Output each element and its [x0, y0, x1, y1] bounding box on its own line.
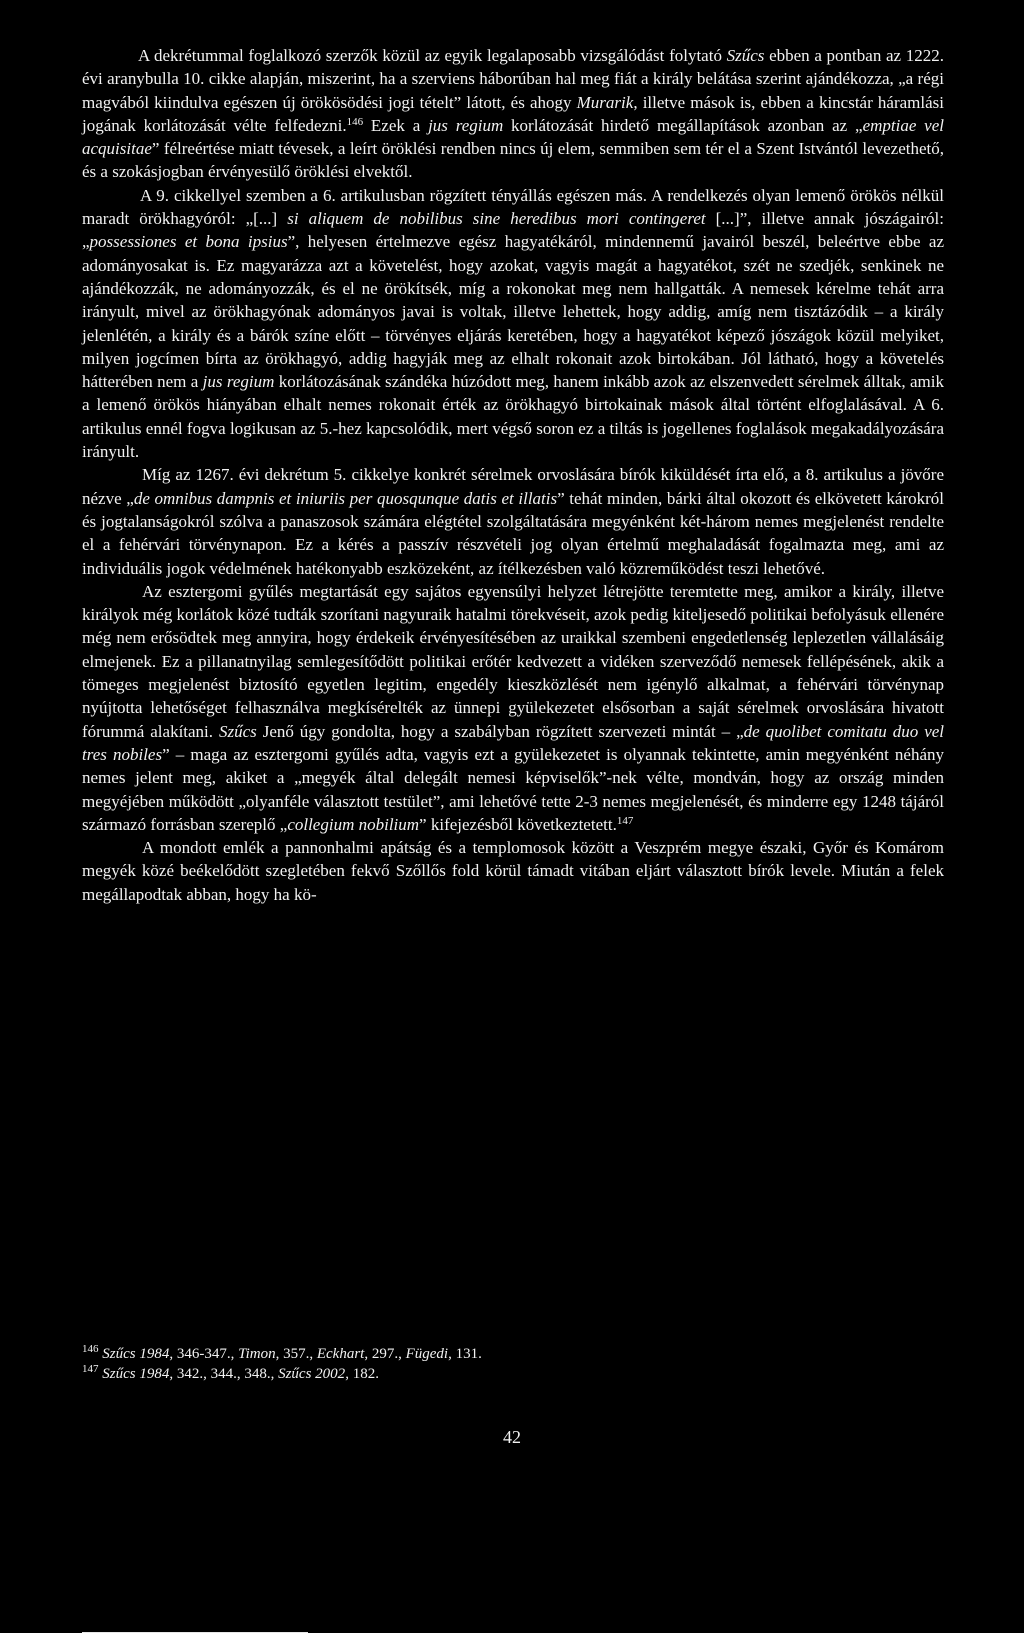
paragraph-5	[82, 836, 944, 906]
italic-text: Murarik	[576, 92, 634, 112]
text-run: Jenő úgy gondolta, hogy a szabályban rögzített szervezeti mintát – „	[256, 721, 744, 741]
paragraph-1	[82, 44, 944, 184]
text-run: ” félreértése miatt tévesek, a leírt öröklési rendben nincs új elem, semmiben sem tér el a Szent Istvántól levezethető, és a szokásjogban érvényesülő öröklési elvektől.	[82, 139, 944, 182]
footnote-146	[82, 1344, 944, 1364]
text-run: , 357.,	[275, 1346, 317, 1362]
text-run: , 182.	[345, 1366, 379, 1382]
paragraph-4	[82, 580, 944, 836]
italic-text: de quolibet comitatu duo vel tres nobiles	[82, 721, 945, 764]
text-run: A mondott emlék a pannonhalmi apátság és a templomosok között a Veszprém megye északi, Győr és Komárom megyék közé beékelődött szegletében fekvő Szőllős fold körül támadt vitában eljárt választott bírók levele. Miután a felek megállapodtak abban, hogy ha kö-	[82, 838, 944, 904]
footnote-ref: 146	[346, 115, 364, 128]
italic-text: Szűcs 1984	[102, 1346, 170, 1362]
footnote-147	[82, 1364, 944, 1384]
italic-text: possessiones et bona ipsius	[89, 232, 288, 252]
footnote-marker: 146	[82, 1343, 99, 1355]
text-run: Ezek a	[363, 115, 429, 135]
paragraph-2	[82, 184, 944, 464]
italic-text: collegium nobilium	[287, 814, 420, 834]
text-run: Az esztergomi gyűlés megtartását egy sajátos egyensúlyi helyzet létrejötte teremtette meg, amikor a király, illetve királyok még korlátok közé tudták szorítani nagyuraik hatalmi törekvéseit, azok pedig kiteljesedő politikai befolyásuk ellenére még nem erősödtek meg annyira, hogy érdekeik érvényesítésében az uraikkal szembeni engedetlenség leplezetlen vállalásáig elmejenek. Ez a pillanatnyilag semlegesítődött politikai erőtér kedvezett a vidéken szerveződő nemesek fellépésének, akik a tömeges megjelenést biztosító egyetlen legitim, engedély kieszközlését nem igénylő alkalmat, a fehérvári törvénynap nyújtotta lehetőséget felhasználva megkísérelték az ünnepi gyülekezetet elsősorban a saját sérelmek orvoslására hivatott fórummá alakítani.	[82, 581, 944, 741]
italic-text: Eckhart	[316, 1346, 365, 1362]
text-run: ” tehát minden, bárki által okozott és elkövetett károkról és jogtalanságokról szólva a panaszosok számára elégtétel szolgáltatására megyénként két-három nemes megjelenést rendelte el a fehérvári törvénynapon. Ez a kérés a passzív részvételi jog olyan értelmű meghaladását fogalmazta meg, ami az individuális jogok védelmének hatékonyabb eszközeként, az ítélkezésben való közreműködést teszi lehetővé.	[82, 488, 944, 578]
italic-text: Timon	[238, 1346, 276, 1362]
text-run: korlátozását hirdető megállapítások azonban az „	[503, 115, 863, 135]
text-run: , 346-347.,	[169, 1346, 239, 1362]
text-run: , 297.,	[364, 1346, 406, 1362]
italic-text: Szűcs 1984	[102, 1366, 170, 1382]
text-run: , illetve mások is, ebben a kincstár háramlási jogának korlátozását vélte felfedezni.	[82, 92, 944, 135]
paragraph-3	[82, 463, 944, 579]
text-run: ebben a pontban az 1222. évi aranybulla 10. cikke alapján, miszerint, ha a szerviens háborúban hal meg fiát a király belátása szerint ajándékozza, „a régi magvából kiindulva egészen új örökösödési jogi tételt” látott, és ahogy	[82, 46, 944, 112]
text-run: ” – maga az esztergomi gyűlés adta, vagyis ezt a gyülekezetet is olyannak tekintette, amin megyénként néhány nemes jelent meg, akiket a „megyék által delegált nemesi képviselők”-nek vélte, mondván, hogy az ország minden megyéjében működött „olyanféle választott testület”, ami lehetővé tette 2-3 nemes megjelenését, és minderre egy 1248 tájáról származó forrásban szereplő „	[82, 744, 944, 834]
text-run: Míg az 1267. évi dekrétum 5. cikkelye konkrét sérelmek orvoslására bírók kiküldését írta elő, a 8. artikulus a jövőre nézve „	[82, 465, 944, 508]
body-text	[82, 44, 944, 906]
text-run: [...]”, illetve annak jószágairól: „	[82, 209, 944, 252]
text-run: ” kifejezésből következtetett.	[419, 814, 617, 834]
footnotes	[82, 1344, 944, 1384]
italic-text: jus regium	[202, 372, 275, 392]
italic-text: si aliquem de nobilibus sine heredibus mori contingeret	[287, 209, 706, 229]
text-run: A dekrétummal foglalkozó szerzők közül az egyik legalaposabb vizsgálódást folytató	[138, 46, 727, 65]
footnote-marker: 147	[82, 1363, 99, 1375]
text-run: , 342., 344., 348.,	[169, 1366, 279, 1382]
footnote-text	[102, 1346, 482, 1362]
italic-text: Fügedi	[405, 1346, 449, 1362]
text-run: A 9. cikkellyel szemben a 6. artikulusban rögzített tényállás egészen más. A rendelkezés olyan lemenő örökös nélkül maradt örökhagyóról: „[...]	[82, 185, 944, 229]
italic-text: Szűcs	[726, 46, 765, 65]
italic-text: Szűcs 2002	[278, 1366, 346, 1382]
italic-text: Szűcs	[218, 721, 257, 741]
italic-text: emptiae vel acquisitae	[82, 115, 944, 159]
text-run: ”, helyesen értelmezve egész hagyatékáról, mindennemű javairól beszél, beleértve ebbe az adományosakat is. Ez magyarázza azt a követelést, hogy azokat, vagyis magát a hagyatékot, szét ne szedjék, senkinek ne ajándékozzák, ne adományozzák, és el ne örökítsék, míg a rokonokat meg nem hallgatták. A nemesek kérelme tehát arra irányult, mivel az örökhagyónak adományos javai is voltak, illetve lehettek, hogy addig, amíg nem tisztázódik – a király jelenlétén, a király és a bárók színe előtt – törvényes eljárás keretében, hogy a hagyatékot képező jószágok közül melyiket, milyen jogcímen bírta az örökhagyó, addig hagyják meg az elhalt rokonait azok birtokában. Jól látható, hogy a követelés hátterében nem a	[82, 232, 945, 392]
text-run: korlátozásának szándéka húzódott meg, hanem inkább azok az elszenvedett sérelmek álltak, amik a lemenő örökös hiányában elhalt nemes rokonait érték az örökhagyó birtokainak mások által történt elfoglalásával. A 6. artikulus ennél fogva logikusan az 5.-hez kapcsolódik, mert végső soron ez a tiltás is jogellenes foglalások megakadályozására irányult.	[82, 372, 944, 462]
text-run: , 131.	[448, 1346, 482, 1362]
footnote-text	[102, 1366, 379, 1382]
italic-text: jus regium	[428, 115, 504, 135]
page-number: 42	[503, 1427, 521, 1447]
italic-text: de omnibus dampnis et iniuriis per quosqunque datis et illatis	[133, 488, 558, 508]
footnote-ref: 147	[616, 814, 634, 827]
